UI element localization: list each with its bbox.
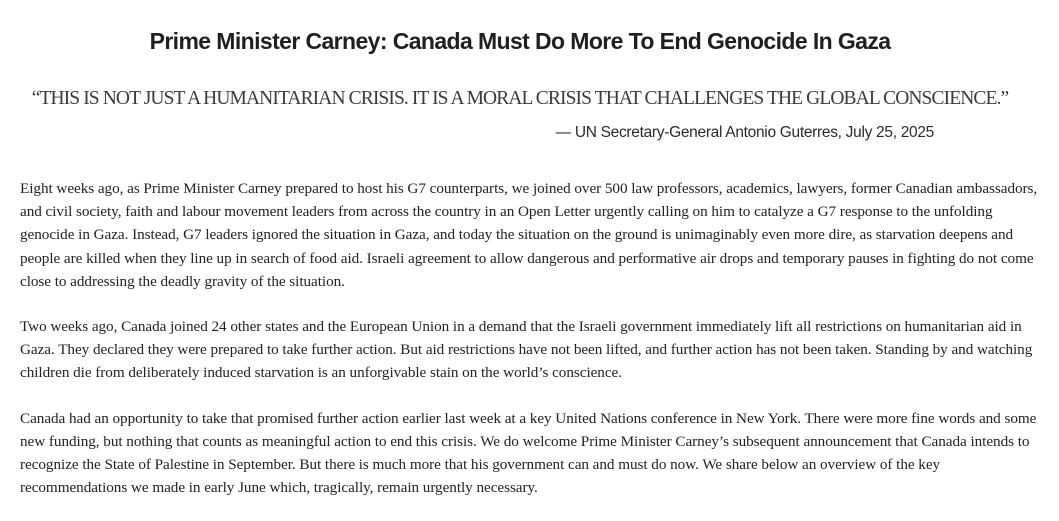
body-paragraph: Canada had an opportunity to take that promised further action earlier last week at a key United Nations conference in New York. There were more fine words and some new funding, but nothing that counts as meaningful action to end this crisis. We do welcome Prime Minister Carney’s subsequent announcement that Canada intends to recognize the State of Palestine in September. But there is much more that his government can and must do now. We share below an overview of the key recommendations we made in early June which, tragically, remain urgently necessary. (20, 409, 1037, 497)
body-paragraph: Eight weeks ago, as Prime Minister Carney prepared to host his G7 counterparts, we joined over 500 law professors, academics, lawyers, former Canadian ambassadors, and civil society, faith and labour movement leaders from across the country in an Open Letter urgently calling on him to catalyze a G7 response to the unfolding genocide in Gaza. Instead, G7 leaders ignored the situation in Gaza, and today the situation on the ground is unimaginably even more dire, as starvation deepens and people are killed when they line up in search of food aid. Israeli agreement to allow dangerous and performative air drops and temporary pauses in fighting do not come close to addressing the deadly gravity of the situation. (20, 180, 1038, 290)
article-body (20, 177, 1050, 521)
pull-quote: “THIS IS NOT JUST A HUMANITARIAN CRISIS. IT IS A MORAL CRISIS THAT CHALLENGES THE GLOBAL CONSCIENCE.” (31, 88, 1009, 109)
body-paragraph: Two weeks ago, Canada joined 24 other states and the European Union in a demand that the Israeli government immediately lift all restrictions on humanitarian aid in Gaza. They declared they were prepared to take further action. But aid restrictions have not been lifted, and further action has not been taken. Standing by and watching children die from deliberately induced starvation is an unforgivable stain on the world’s conscience. (20, 318, 1033, 382)
quote-attribution: — UN Secretary-General Antonio Guterres, July 25, 2025 (555, 124, 934, 141)
article-title: Prime Minister Carney: Canada Must Do More To End Genocide In Gaza (149, 28, 891, 54)
